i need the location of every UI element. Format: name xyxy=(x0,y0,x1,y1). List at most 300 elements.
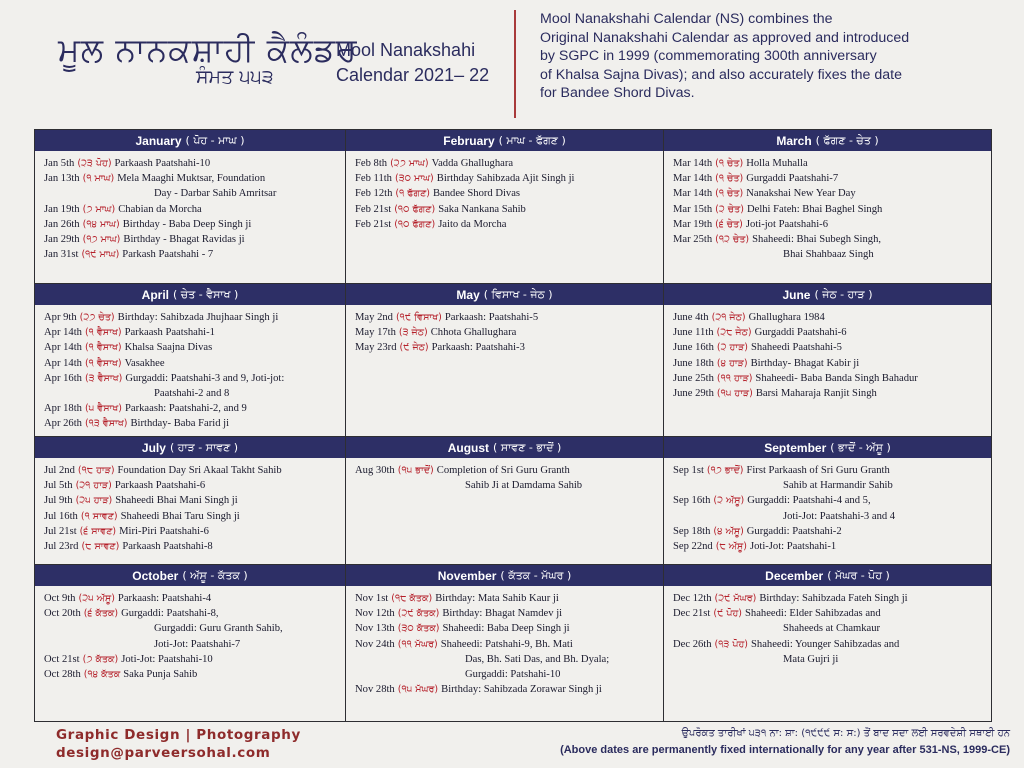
event-punjabi-date: (੧੩ ਵੈਸਾਖ) xyxy=(84,418,128,430)
event-date: May 23rd xyxy=(355,342,397,354)
event-text: Birthday: Mata Sahib Kaur ji xyxy=(435,593,559,604)
event-date: Jan 26th xyxy=(44,218,80,230)
event-punjabi-date: (੮ ਅੱਸੂ) xyxy=(715,541,747,553)
month-punjabi-span: ( ਕੱਤਕ - ਮੱਘਰ ) xyxy=(500,568,572,582)
event-item xyxy=(355,463,663,478)
event-item xyxy=(44,217,345,232)
month-cell-july xyxy=(35,437,346,565)
event-punjabi-date: (੧ ਸਾਵਣ) xyxy=(80,510,118,522)
event-continuation: Das, Bh. Sati Das, and Bh. Dyala; xyxy=(465,653,610,665)
event-item xyxy=(44,171,345,186)
event-date: Apr 26th xyxy=(44,418,82,430)
event-punjabi-date: (੧ ਵੈਸਾਖ) xyxy=(84,327,122,339)
event-text: Birthday Sahibzada Ajit Singh ji xyxy=(436,173,575,185)
event-text: Joti-Jot: Paatshahi-10 xyxy=(121,653,213,665)
event-punjabi-date: (੨੫ ਅੱਸੂ) xyxy=(78,593,115,604)
event-list xyxy=(346,305,663,356)
month-cell-may xyxy=(346,284,664,437)
month-name: February xyxy=(443,133,495,148)
event-item xyxy=(673,171,991,186)
event-item xyxy=(355,340,663,355)
month-punjabi-span: ( ਅੱਸੂ - ਕੱਤਕ ) xyxy=(182,568,248,582)
event-text: Parkaash Paatshahi-10 xyxy=(114,158,211,169)
event-text: Parkaash: Paatshahi-5 xyxy=(444,312,539,323)
description xyxy=(540,10,980,103)
event-date: Mar 14th xyxy=(673,158,713,169)
description-line: of Khalsa Sajna Divas); and also accurately fixes the date xyxy=(540,66,902,83)
event-item xyxy=(44,493,345,508)
event-date: Jul 9th xyxy=(44,495,73,507)
event-text: Joti-Jot: Paatshahi-1 xyxy=(749,541,837,553)
event-item xyxy=(355,202,663,217)
event-item xyxy=(44,247,345,262)
event-list xyxy=(346,586,663,697)
event-text: Birthday: Bhagat Namdev ji xyxy=(442,608,563,620)
event-item xyxy=(44,156,345,171)
event-text: Joti-jot Paatshahi-6 xyxy=(745,218,828,230)
event-date: Aug 30th xyxy=(355,465,395,476)
event-date: June 18th xyxy=(673,357,714,369)
event-text: Khalsa Saajna Divas xyxy=(124,342,213,354)
event-date: June 29th xyxy=(673,388,714,400)
description-line: for Bandee Shord Divas. xyxy=(540,85,695,101)
month-punjabi-span: ( ਮਾਘ - ਫੱਗਣ ) xyxy=(498,133,566,147)
event-punjabi-date: (੬ ਚੇਤ) xyxy=(715,218,743,230)
event-punjabi-date: (੧੧ ਮੱਘਰ) xyxy=(397,638,438,650)
event-list xyxy=(346,151,663,232)
event-date: Jan 5th xyxy=(44,158,75,169)
month-header xyxy=(35,437,345,458)
event-text: Barsi Maharaja Ranjit Singh xyxy=(755,388,877,400)
event-item xyxy=(44,356,345,371)
event-continuation: Sahib Ji at Damdama Sahib xyxy=(465,480,583,492)
event-date: Sep 22nd xyxy=(673,541,713,553)
description-line: Original Nanakshahi Calendar as approved and introduced xyxy=(540,29,910,46)
event-date: Dec 12th xyxy=(673,593,712,604)
event-item xyxy=(673,539,991,554)
event-punjabi-date: (੨੯ ਮੱਘਰ) xyxy=(714,593,757,604)
event-item xyxy=(44,416,345,431)
event-text: Shaheedi: Bhai Subegh Singh, xyxy=(752,234,882,246)
event-text: Ghallughara 1984 xyxy=(748,312,825,323)
event-text: Chabian da Morcha xyxy=(118,203,202,215)
event-item xyxy=(44,463,345,478)
event-text: Shaheedi: Baba Deep Singh ji xyxy=(442,623,570,635)
event-text: Mela Maaghi Muktsar, Foundation xyxy=(117,173,266,185)
event-text: Parkaash Paatshahi-6 xyxy=(114,480,206,492)
month-header xyxy=(664,565,991,586)
calendar-grid xyxy=(34,129,992,722)
event-date: May 2nd xyxy=(355,312,393,323)
event-list xyxy=(664,458,991,554)
month-header xyxy=(346,565,663,586)
event-punjabi-date: (੧੫ ਭਾਦੋਂ) xyxy=(397,465,434,476)
event-text: Birthday - Baba Deep Singh ji xyxy=(122,218,252,230)
event-list xyxy=(35,151,345,262)
month-punjabi-span: ( ਚੇਤ - ਵੈਸਾਖ ) xyxy=(173,287,239,301)
header xyxy=(0,0,1024,128)
event-list xyxy=(664,586,991,667)
event-date: Jul 23rd xyxy=(44,541,79,553)
english-title-line-2: Calendar 2021– 22 xyxy=(336,65,490,85)
event-date: Apr 18th xyxy=(44,403,82,415)
footer-note-english: (Above dates are permanently fixed internationally for any year after 531-NS, 1999-CE) xyxy=(560,744,1010,756)
event-item xyxy=(355,621,663,636)
header-divider xyxy=(514,10,516,118)
event-date: Jan 19th xyxy=(44,203,80,215)
event-punjabi-date: (੧੫ ਹਾੜ) xyxy=(716,388,753,400)
event-punjabi-date: (੩੦ ਕੱਤਕ) xyxy=(397,623,440,635)
event-punjabi-date: (੧ ਚੇਤ) xyxy=(715,158,744,169)
event-date: Mar 14th xyxy=(673,188,713,200)
event-continuation: Gurgaddi: Guru Granth Sahib, xyxy=(154,623,283,635)
event-text: Parkaash: Paatshahi-3 xyxy=(431,342,525,354)
month-cell-november xyxy=(346,565,664,721)
event-punjabi-date: (੧੮ ਹਾੜ) xyxy=(77,465,115,476)
month-name: July xyxy=(141,440,166,455)
event-punjabi-date: (੧ ਵੈਸਾਖ) xyxy=(84,342,122,354)
event-item xyxy=(673,356,991,371)
event-date: Jan 29th xyxy=(44,234,80,246)
event-item xyxy=(673,310,991,325)
month-header xyxy=(664,284,991,305)
event-continuation: Joti-Jot: Paatshahi-3 and 4 xyxy=(783,510,896,522)
event-date: Mar 25th xyxy=(673,234,713,246)
event-list xyxy=(35,305,345,432)
event-text: Vadda Ghallughara xyxy=(431,158,514,169)
event-item xyxy=(673,217,991,232)
event-item xyxy=(673,606,991,621)
event-text: Parkash Paatshahi - 7 xyxy=(122,249,214,261)
event-punjabi-date: (੧੯ ਮਾਘ) xyxy=(81,249,120,261)
event-item xyxy=(355,171,663,186)
event-punjabi-date: (੫ ਵੈਸਾਖ) xyxy=(84,403,123,415)
event-item xyxy=(355,310,663,325)
event-text: Shaheedi: Patshahi-9, Bh. Mati xyxy=(440,638,573,650)
event-text: Holla Muhalla xyxy=(746,158,808,169)
event-date: Jul 16th xyxy=(44,510,78,522)
event-text: Shaheedi Bhai Mani Singh ji xyxy=(115,495,238,507)
footer-note-punjabi: ਉਪਰੋਕਤ ਤਾਰੀਖਾਂ ੫੩੧ ਨਾ: ਸ਼ਾ: (੧੯੯੯ ਸ: ਸ:) ਤੋਂ ਬਾਦ ਸਦਾ ਲਈ ਸਰਵਦੇਸ਼ੀ ਸਥਾਈ ਹਨ xyxy=(681,728,1010,739)
event-list xyxy=(664,305,991,401)
event-punjabi-date: (੩ ਵੈਸਾਖ) xyxy=(84,372,123,384)
event-item xyxy=(673,156,991,171)
event-date: Oct 21st xyxy=(44,653,80,665)
event-date: Sep 16th xyxy=(673,495,711,507)
event-item xyxy=(44,652,345,667)
event-text: Foundation Day Sri Akaal Takht Sahib xyxy=(117,465,282,476)
event-item xyxy=(355,682,663,697)
event-date: Mar 14th xyxy=(673,173,713,185)
event-text: Vasakhee xyxy=(124,357,165,369)
event-punjabi-date: (੨੯ ਕੱਤਕ) xyxy=(397,608,440,620)
event-text: Parkaash: Paatshahi-4 xyxy=(117,593,212,604)
month-punjabi-span: ( ਹਾੜ - ਸਾਵਣ ) xyxy=(169,440,239,454)
event-item xyxy=(355,217,663,232)
english-title-line-1: Mool Nanakshahi xyxy=(336,40,476,60)
event-item xyxy=(673,232,991,247)
month-cell-june xyxy=(664,284,991,437)
event-date: Mar 15th xyxy=(673,203,713,215)
month-punjabi-span: ( ਫੱਗਣ - ਚੇਤ ) xyxy=(815,133,879,147)
event-item xyxy=(44,591,345,606)
month-punjabi-span: ( ਸਾਵਣ - ਭਾਦੋਂ ) xyxy=(493,440,562,454)
event-date: Feb 21st xyxy=(355,218,392,230)
month-name: March xyxy=(776,133,812,148)
event-list xyxy=(664,151,991,262)
event-text: First Parkaash of Sri Guru Granth xyxy=(746,465,890,476)
event-punjabi-date: (੧੭ ਭਾਦੋਂ) xyxy=(706,465,744,476)
event-date: June 4th xyxy=(673,312,709,323)
event-item xyxy=(44,606,345,621)
event-punjabi-date: (੪ ਹਾੜ) xyxy=(716,357,748,369)
event-text: Completion of Sri Guru Granth xyxy=(436,465,570,476)
month-punjabi-span: ( ਵਿਸਾਖ - ਜੇਠ ) xyxy=(483,287,553,301)
month-cell-september xyxy=(664,437,991,565)
event-punjabi-date: (੧੨ ਚੇਤ) xyxy=(715,234,750,246)
event-continuation: Sahib at Harmandir Sahib xyxy=(783,480,893,492)
event-date: Dec 21st xyxy=(673,608,711,620)
footer-note xyxy=(540,725,1010,759)
event-list xyxy=(346,458,663,493)
month-cell-october xyxy=(35,565,346,721)
month-name: June xyxy=(782,287,811,302)
month-cell-february xyxy=(346,130,664,284)
event-date: Jul 21st xyxy=(44,525,77,537)
event-item xyxy=(673,463,991,478)
month-header xyxy=(664,437,991,458)
event-item xyxy=(673,386,991,401)
event-continuation: Shaheeds at Chamkaur xyxy=(783,623,881,635)
event-item xyxy=(44,232,345,247)
english-title xyxy=(336,38,489,88)
event-date: Apr 14th xyxy=(44,327,82,339)
event-item xyxy=(673,637,991,652)
event-item xyxy=(673,202,991,217)
event-text: Parkaash Paatshahi-1 xyxy=(124,327,215,339)
event-date: Oct 28th xyxy=(44,669,81,681)
event-item xyxy=(44,478,345,493)
event-text: Miri-Piri Paatshahi-6 xyxy=(119,525,209,537)
event-item xyxy=(673,186,991,201)
event-punjabi-date: (੧੦ ਫੱਗਣ) xyxy=(394,203,436,215)
event-date: Nov 24th xyxy=(355,638,395,650)
event-punjabi-date: (੨੮ ਜੇਠ) xyxy=(716,327,752,339)
event-item xyxy=(355,325,663,340)
event-text: Shaheedi: Elder Sahibzadas and xyxy=(745,608,881,620)
event-punjabi-date: (੨੭ ਚੇਤ) xyxy=(79,312,115,323)
event-punjabi-date: (੨੭ ਮਾਘ) xyxy=(390,158,429,169)
event-list xyxy=(35,458,345,554)
event-date: Mar 19th xyxy=(673,218,713,230)
event-punjabi-date: (੯ ਜੇਠ) xyxy=(399,342,429,354)
event-punjabi-date: (੧੫ ਮੱਘਰ) xyxy=(397,684,439,696)
month-cell-december xyxy=(664,565,991,721)
month-header xyxy=(346,437,663,458)
event-punjabi-date: (੧੪ ਮਾਘ) xyxy=(82,218,120,230)
event-text: Gurgaddi Paatshahi-6 xyxy=(754,327,847,339)
event-date: Jul 5th xyxy=(44,480,73,492)
event-date: Jul 2nd xyxy=(44,465,75,476)
event-date: Apr 16th xyxy=(44,372,82,384)
month-header xyxy=(346,130,663,151)
event-text: Shaheedi Paatshahi-5 xyxy=(751,342,842,354)
event-item xyxy=(673,371,991,386)
event-text: Gurgaddi: Paatshahi-4 and 5, xyxy=(747,495,871,507)
event-item xyxy=(44,509,345,524)
event-date: June 16th xyxy=(673,342,714,354)
month-name: September xyxy=(764,440,827,455)
event-date: June 11th xyxy=(673,327,714,339)
event-date: June 25th xyxy=(673,372,714,384)
event-punjabi-date: (੧੪ ਕੱਤਕ xyxy=(83,669,121,681)
event-text: Saka Punja Sahib xyxy=(123,669,198,681)
event-date: Jan 13th xyxy=(44,173,80,185)
event-punjabi-date: (੧੭ ਮਾਘ) xyxy=(82,234,121,246)
event-text: Gurgaddi: Paatshahi-8, xyxy=(121,608,219,620)
event-punjabi-date: (੩੦ ਮਾਘ) xyxy=(394,173,434,185)
event-item xyxy=(673,524,991,539)
month-name: April xyxy=(141,287,169,302)
credit-line: Graphic Design | Photography xyxy=(56,727,301,743)
event-date: Sep 1st xyxy=(673,465,704,476)
event-text: Birthday: Sahibzada Fateh Singh ji xyxy=(759,593,908,604)
event-continuation: Joti-Jot: Paatshahi-7 xyxy=(154,638,241,650)
event-item xyxy=(44,667,345,682)
event-punjabi-date: (੨੧ ਹਾੜ) xyxy=(75,480,112,492)
event-punjabi-date: (੭ ਮਾਘ) xyxy=(82,203,116,215)
designer-email: design@parveersohal.com xyxy=(56,745,271,761)
event-item xyxy=(673,325,991,340)
event-punjabi-date: (੨੫ ਹਾੜ) xyxy=(75,495,113,507)
event-list xyxy=(35,586,345,682)
event-punjabi-date: (੨ ਚੇਤ) xyxy=(715,203,744,215)
event-date: Sep 18th xyxy=(673,525,711,537)
event-date: Oct 20th xyxy=(44,608,81,620)
event-punjabi-date: (੬ ਸਾਵਣ) xyxy=(79,525,117,537)
event-punjabi-date: (੮ ਸਾਵਣ) xyxy=(81,541,120,553)
event-date: Dec 26th xyxy=(673,638,712,650)
event-text: Gurgaddi Paatshahi-7 xyxy=(746,173,839,185)
event-item xyxy=(44,325,345,340)
event-date: Nov 1st xyxy=(355,593,389,604)
event-text: Birthday - Bhagat Ravidas ji xyxy=(123,234,245,246)
event-text: Birthday- Baba Farid ji xyxy=(130,418,230,430)
month-name: August xyxy=(447,440,490,455)
event-continuation: Mata Gujri ji xyxy=(783,653,839,665)
event-text: Jaito da Morcha xyxy=(438,218,507,230)
event-item xyxy=(44,340,345,355)
event-punjabi-date: (੧ ਚੇਤ) xyxy=(715,188,744,200)
month-name: November xyxy=(437,568,497,583)
event-item xyxy=(44,371,345,386)
event-punjabi-date: (੧ ਫੱਗਣ) xyxy=(395,188,430,200)
month-name: October xyxy=(132,568,179,583)
event-punjabi-date: (੧੯ ਵਿਸਾਖ) xyxy=(395,312,442,323)
event-punjabi-date: (੪ ਅੱਸੂ) xyxy=(713,525,744,537)
month-punjabi-span: ( ਮੱਘਰ - ਪੋਹ ) xyxy=(827,568,890,582)
month-name: December xyxy=(765,568,824,583)
event-date: Apr 14th xyxy=(44,357,82,369)
event-punjabi-date: (੨੧ ਜੇਠ) xyxy=(711,312,746,323)
event-item xyxy=(355,637,663,652)
event-date: Oct 9th xyxy=(44,593,76,604)
description-line: by SGPC in 1999 (commemorating 300th anniversary xyxy=(540,48,877,64)
month-header xyxy=(35,565,345,586)
event-continuation: Bhai Shahbaaz Singh xyxy=(783,249,874,261)
event-item xyxy=(355,606,663,621)
month-punjabi-span: ( ਪੋਹ - ਮਾਘ ) xyxy=(185,133,245,147)
event-item xyxy=(44,539,345,554)
event-text: Chhota Ghallughara xyxy=(430,327,517,339)
event-item xyxy=(355,591,663,606)
event-date: Jan 31st xyxy=(44,249,79,261)
event-text: Gurgaddi: Paatshahi-2 xyxy=(746,525,842,537)
event-punjabi-date: (੧ ਮਾਘ) xyxy=(82,173,115,185)
month-header xyxy=(664,130,991,151)
event-punjabi-date: (੬ ਕੱਤਕ) xyxy=(83,608,119,620)
month-name: May xyxy=(456,287,480,302)
event-continuation: Paatshahi-2 and 8 xyxy=(154,388,230,400)
event-date: Nov 13th xyxy=(355,623,395,635)
month-cell-march xyxy=(664,130,991,284)
event-date: Apr 9th xyxy=(44,312,77,323)
event-item xyxy=(673,493,991,508)
month-punjabi-span: ( ਭਾਦੋਂ - ਅੱਸੂ ) xyxy=(830,440,891,454)
event-item xyxy=(44,401,345,416)
event-item xyxy=(44,310,345,325)
event-punjabi-date: (੧ ਵੈਸਾਖ) xyxy=(84,357,122,369)
event-punjabi-date: (੨ ਅੱਸੂ) xyxy=(713,495,745,507)
event-punjabi-date: (੧੦ ਫੱਗਣ) xyxy=(394,218,436,230)
month-cell-april xyxy=(35,284,346,437)
event-punjabi-date: (੧ ਚੇਤ) xyxy=(715,173,744,185)
event-date: Feb 11th xyxy=(355,173,392,185)
event-date: Nov 28th xyxy=(355,684,395,696)
event-item xyxy=(673,340,991,355)
description-line: Mool Nanakshahi Calendar (NS) combines the xyxy=(540,11,833,27)
month-header xyxy=(35,130,345,151)
event-item xyxy=(673,591,991,606)
event-item xyxy=(44,202,345,217)
event-punjabi-date: (੩ ਜੇਠ) xyxy=(398,327,428,339)
event-text: Shaheedi- Baba Banda Singh Bahadur xyxy=(755,372,918,384)
event-punjabi-date: (੯ ਪੋਹ) xyxy=(713,608,742,620)
event-text: Shaheedi: Younger Sahibzadas and xyxy=(751,638,900,650)
month-header xyxy=(35,284,345,305)
event-punjabi-date: (੧੮ ਕੱਤਕ) xyxy=(391,593,433,604)
month-name: January xyxy=(135,133,182,148)
event-text: Delhi Fateh: Bhai Baghel Singh xyxy=(746,203,883,215)
event-text: Gurgaddi: Paatshahi-3 and 9, Joti-jot: xyxy=(125,372,285,384)
event-date: May 17th xyxy=(355,327,396,339)
event-continuation: Gurgaddi: Patshahi-10 xyxy=(465,669,561,681)
event-item xyxy=(44,524,345,539)
event-punjabi-date: (੭ ਕੱਤਕ) xyxy=(82,653,119,665)
event-text: Birthday: Sahibzada Jhujhaar Singh ji xyxy=(117,312,279,323)
event-date: Nov 12th xyxy=(355,608,395,620)
event-text: Saka Nankana Sahib xyxy=(438,203,526,215)
month-header xyxy=(346,284,663,305)
designer-credit xyxy=(56,726,301,762)
month-cell-january xyxy=(35,130,346,284)
event-date: Apr 14th xyxy=(44,342,82,354)
event-punjabi-date: (੨੩ ਪੋਹ) xyxy=(77,158,112,169)
event-punjabi-date: (੨ ਹਾੜ) xyxy=(716,342,749,354)
event-text: Shaheedi Bhai Taru Singh ji xyxy=(120,510,240,522)
event-text: Birthday- Bhagat Kabir ji xyxy=(750,357,860,369)
event-date: Feb 12th xyxy=(355,188,393,200)
